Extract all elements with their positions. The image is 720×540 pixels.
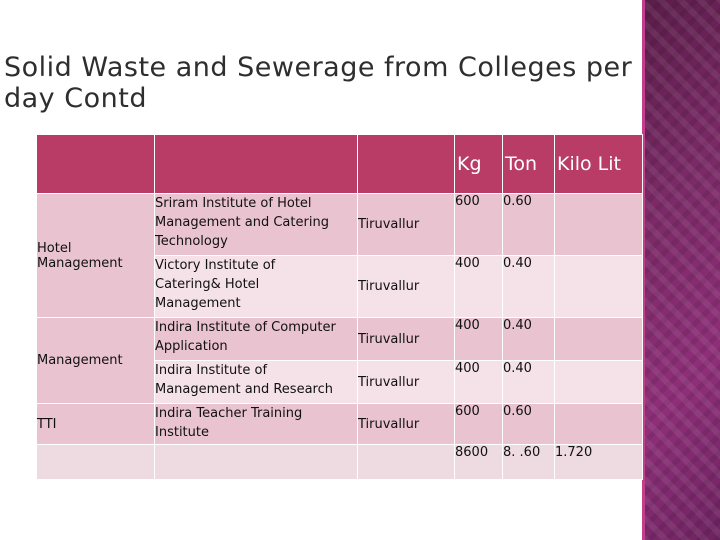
table-header-row (37, 135, 643, 194)
kg-value: 400 (455, 361, 503, 404)
ton-value: 0.60 (503, 194, 555, 256)
ton-value: 0.40 (503, 256, 555, 318)
empty-cell (358, 445, 455, 480)
empty-cell (37, 445, 155, 480)
kilolit-value (555, 404, 643, 445)
ton-value: 0.40 (503, 361, 555, 404)
kilolit-value (555, 318, 643, 361)
place: Tiruvallur (358, 318, 455, 361)
header-kg: Kg (455, 135, 503, 194)
institute-name: Indira Institute of Management and Research (155, 361, 358, 404)
header-cell (155, 135, 358, 194)
total-kilolit: 1.720 (555, 445, 643, 480)
header-ton: Ton (503, 135, 555, 194)
place: Tiruvallur (358, 256, 455, 318)
kilolit-value (555, 256, 643, 318)
kilolit-value (555, 194, 643, 256)
waste-table (36, 134, 643, 480)
kg-value: 600 (455, 194, 503, 256)
total-kg: 8600 (455, 445, 503, 480)
table-row (37, 404, 643, 445)
place: Tiruvallur (358, 404, 455, 445)
empty-cell (155, 445, 358, 480)
header-cell (37, 135, 155, 194)
institute-name: Indira Teacher Training Institute (155, 404, 358, 445)
category-hotel-management: Hotel Management (37, 194, 155, 318)
category-management: Management (37, 318, 155, 404)
institute-name: Victory Institute of Catering& Hotel Management (155, 256, 358, 318)
decorative-side-band (642, 0, 720, 540)
ton-value: 0.40 (503, 318, 555, 361)
institute-name: Sriram Institute of Hotel Management and Catering Technology (155, 194, 358, 256)
ton-value: 0.60 (503, 404, 555, 445)
kg-value: 400 (455, 318, 503, 361)
total-ton: 8. .60 (503, 445, 555, 480)
table-row (37, 194, 643, 256)
place: Tiruvallur (358, 194, 455, 256)
kg-value: 400 (455, 256, 503, 318)
table-row (37, 318, 643, 361)
category-tti: TTI (37, 404, 155, 445)
kg-value: 600 (455, 404, 503, 445)
institute-name: Indira Institute of Computer Application (155, 318, 358, 361)
header-cell (358, 135, 455, 194)
kilolit-value (555, 361, 643, 404)
header-kilo-lit: Kilo Lit (555, 135, 643, 194)
place: Tiruvallur (358, 361, 455, 404)
table-total-row (37, 445, 643, 480)
slide-title: Solid Waste and Sewerage from Colleges per day Contd (4, 52, 633, 114)
